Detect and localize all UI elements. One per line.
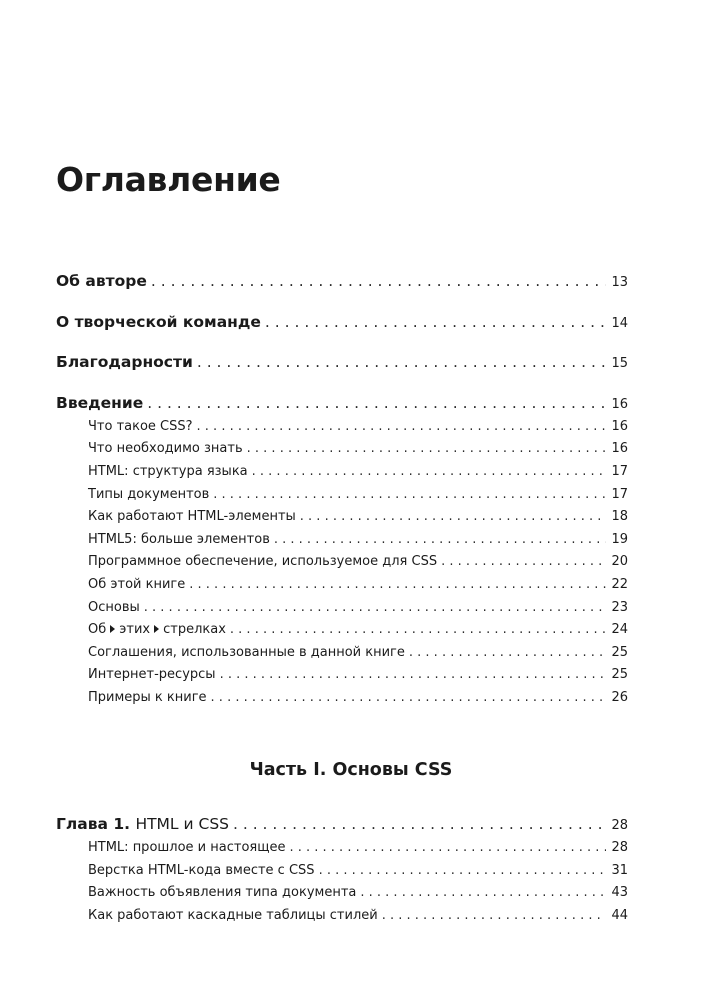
dot-leader [230,622,606,638]
toc-subentry-label: Об этой книге [88,577,186,592]
dot-leader [144,600,606,616]
toc-page-number: 22 [611,577,628,592]
toc-page-number: 26 [611,690,628,705]
toc-page-number: 31 [611,863,628,878]
toc-subentry-label: Верстка HTML-кода вместе с CSS [88,863,315,878]
toc-subentry[interactable] [88,863,628,879]
toc-subentry-label: Программное обеспечение, используемое для CSS [88,554,438,569]
chapter-number: Глава 1. [56,815,131,833]
page-title: Оглавление [56,160,281,199]
toc-subentry[interactable] [88,885,628,901]
toc-entry-label: Благодарности [56,353,193,371]
toc-subentry-label: HTML5: больше элементов [88,532,270,547]
chapter-title: HTML и CSS [135,815,229,833]
toc-subentry[interactable] [88,441,628,457]
dot-leader [220,667,606,683]
dot-leader [300,509,606,525]
dot-leader [197,353,606,372]
toc-entry-chapter-1[interactable] [56,815,628,834]
toc-subentry[interactable] [88,840,628,856]
dot-leader [189,577,606,593]
toc-subentry[interactable] [88,509,628,525]
toc-page-number: 23 [611,600,628,615]
toc-entry-about-author[interactable] [56,272,628,291]
toc-entry-label: Об авторе [56,272,147,290]
toc-subentry[interactable] [88,464,628,480]
dot-leader [274,532,606,548]
part-title: Часть I. Основы CSS [249,760,453,780]
toc-subentry[interactable] [88,419,628,435]
toc-entry-acknowledgements[interactable] [56,353,628,372]
toc-page-number: 43 [611,885,628,900]
label-word: Об [88,622,107,637]
dot-leader [409,645,606,661]
toc-page-number: 13 [611,275,628,290]
toc-page-number: 14 [611,316,628,331]
toc-page-number: 28 [611,818,628,833]
toc-subentry-label: Соглашения, использованные в данной книге [88,645,405,660]
dot-leader [252,464,606,480]
toc-subentry[interactable] [88,667,628,683]
label-word: этих [119,622,151,637]
toc-subentry-label: Важность объявления типа документа [88,885,357,900]
toc-subentry-label: Как работают каскадные таблицы стилей [88,908,378,923]
toc-subentry-label: Как работают HTML-элементы [88,509,296,524]
toc-subentry-label: HTML: прошлое и настоящее [88,840,286,855]
dot-leader [197,419,606,435]
toc-page-number: 16 [611,397,628,412]
label-word: стрелках [163,622,226,637]
toc-subentry[interactable] [88,577,628,593]
toc-page-number: 17 [611,487,628,502]
toc-entry-introduction[interactable] [56,394,628,413]
toc-subentry-label: HTML: структура языка [88,464,248,479]
dot-leader [319,863,606,879]
toc-page-number: 15 [611,356,628,371]
toc-subentry[interactable] [88,645,628,661]
toc-subentry[interactable] [88,554,628,570]
toc-page-number: 16 [611,441,628,456]
toc-subentry[interactable] [88,690,628,706]
dot-leader [382,908,606,924]
toc-entry-creative-team[interactable] [56,313,628,332]
dot-leader [213,487,606,503]
toc-page-number: 28 [611,840,628,855]
toc-subentry[interactable] [88,908,628,924]
triangle-right-icon [154,625,159,633]
toc-page-number: 17 [611,464,628,479]
toc-subentry[interactable] [88,532,628,548]
toc-entry-label: О творческой команде [56,313,261,331]
dot-leader [151,272,606,291]
toc-subentry-label: Что такое CSS? [88,419,193,434]
dot-leader [147,394,606,413]
toc-page-number: 19 [611,532,628,547]
toc-subentry-label [88,622,226,638]
toc-page-number: 24 [611,622,628,637]
toc-page-number: 18 [611,509,628,524]
toc-page-number: 44 [611,908,628,923]
triangle-right-icon [110,625,115,633]
dot-leader [247,441,606,457]
toc-subentry[interactable] [88,487,628,503]
toc-subentry-label: Примеры к книге [88,690,207,705]
toc-page-number: 16 [611,419,628,434]
toc-subentry-label: Интернет-ресурсы [88,667,216,682]
dot-leader [360,885,606,901]
dot-leader [211,690,606,706]
toc-subentry-label: Что необходимо знать [88,441,243,456]
dot-leader [233,815,606,834]
toc-subentry-label: Типы документов [88,487,210,502]
dot-leader [289,840,606,856]
toc-page-number: 25 [611,645,628,660]
dot-leader [265,313,606,332]
toc-entry-label: Введение [56,394,144,412]
toc-subentry[interactable] [88,600,628,616]
toc-subentry-label: Основы [88,600,140,615]
toc-subentry[interactable] [88,622,628,638]
toc-page-number: 20 [611,554,628,569]
dot-leader [441,554,606,570]
toc-page-number: 25 [611,667,628,682]
toc-entry-label [56,815,229,834]
